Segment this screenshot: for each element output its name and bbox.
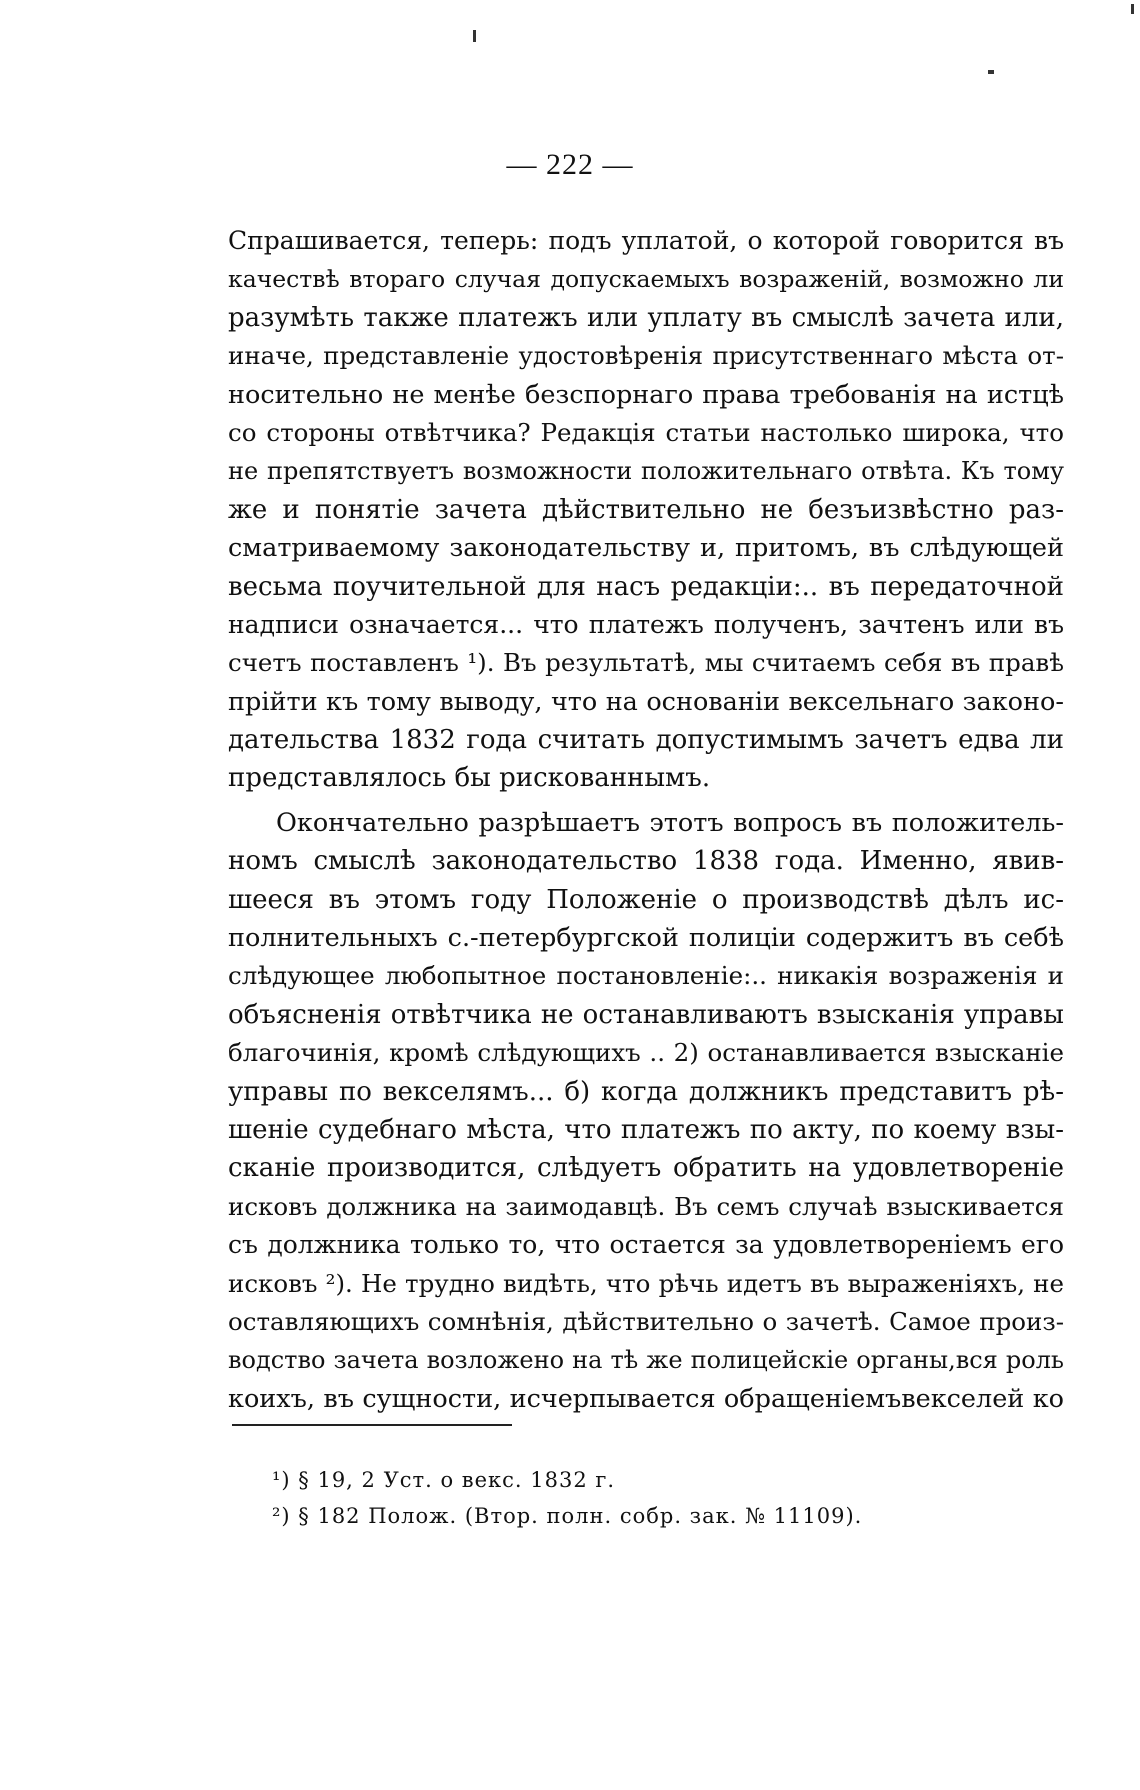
margin-speck: [988, 70, 994, 74]
footnote-2: ²) § 182 Полож. (Втор. полн. собр. зак. № 11109).: [272, 1504, 863, 1528]
paragraph-2: [228, 804, 1064, 1418]
text-line: управы по векселямъ... б) когда должникъ представитъ рѣ-: [228, 1076, 1064, 1107]
text-line: весьма поучительной для насъ редакціи:.. въ передаточной: [228, 571, 1064, 602]
text-line: надписи означается... что платежъ полученъ, зачтенъ или въ: [228, 609, 1064, 639]
text-line: шеніе судебнаго мѣста, что платежъ по акту, по коему взы-: [228, 1114, 1064, 1145]
text-line: Окончательно разрѣшаетъ этотъ вопросъ въ положитель-: [276, 807, 1064, 838]
text-line: прійти къ тому выводу, что на основаніи вексельнаго законо-: [228, 686, 1064, 717]
text-line: номъ смыслѣ законодательство 1838 года. Именно, явив-: [228, 846, 1064, 877]
footnote-1: ¹) § 19, 2 Уст. о векс. 1832 г.: [272, 1468, 616, 1492]
text-line: исковъ должника на заимодавцѣ. Въ семъ случаѣ взыскивается: [228, 1191, 1064, 1221]
text-line: сматриваемому законодательству и, притомъ, въ слѣдующей: [228, 533, 1064, 564]
text-line: съ должника только то, что остается за удовлетвореніемъ его: [228, 1230, 1064, 1260]
text-line: благочинія, кромѣ слѣдующихъ .. 2) останавливается взысканіе: [228, 1038, 1064, 1068]
text-line: полнительныхъ с.-петербургской полиціи содержитъ въ себѣ: [228, 923, 1064, 954]
text-line: со стороны отвѣтчика? Редакція статьи настолько широка, что: [228, 417, 1064, 447]
body-text: [228, 222, 1064, 1418]
text-line: качествѣ втораго случая допускаемыхъ возраженій, возможно ли: [228, 265, 1064, 294]
text-line: шееся въ этомъ году Положеніе о производствѣ дѣлъ ис-: [228, 884, 1064, 915]
text-line: счетъ поставленъ ¹). Въ результатѣ, мы считаемъ себя въ правѣ: [228, 648, 1064, 678]
text-line: объясненія отвѣтчика не останавливаютъ взысканія управы: [228, 999, 1064, 1030]
text-line: не препятствуетъ возможности положительнаго отвѣта. Къ тому: [228, 457, 1064, 486]
text-line: иначе, представленіе удостовѣренія присутственнаго мѣста от-: [228, 341, 1064, 371]
paragraph-1: [228, 222, 1064, 798]
text-line: носительно не менѣе безспорнаго права требованія на истцѣ: [228, 379, 1064, 410]
text-line: водство зачета возложено на тѣ же полицейскіе органы,вся роль: [228, 1346, 1064, 1375]
text-line: слѣдующее любопытное постановленіе:.. никакія возраженія и: [228, 961, 1064, 991]
text-line: коихъ, въ сущности, исчерпывается обращеніемъвекселей ко: [228, 1383, 1064, 1414]
page-number: — 222 —: [506, 148, 634, 181]
text-line: представлялось бы рискованнымъ.: [228, 763, 711, 794]
text-line: Спрашивается, теперь: подъ уплатой, о которой говорится въ: [228, 226, 1064, 255]
margin-speck: [473, 30, 476, 42]
footnote-separator: [232, 1424, 512, 1426]
text-line: исковъ ²). Не трудно видѣть, что рѣчь идетъ въ выраженіяхъ, не: [228, 1268, 1064, 1298]
text-line: разумѣть также платежъ или уплату въ смыслѣ зачета или,: [228, 302, 1064, 333]
text-line: оставляющихъ сомнѣнія, дѣйствительно о зачетѣ. Самое произ-: [228, 1306, 1064, 1336]
footnotes: [272, 1462, 992, 1534]
margin-speck: [1131, 4, 1134, 14]
text-line: сканіе производится, слѣдуетъ обратить на удовлетвореніе: [228, 1153, 1064, 1184]
text-line: дательства 1832 года считать допустимымъ зачетъ едва ли: [228, 725, 1064, 756]
text-line: же и понятіе зачета дѣйствительно не безъизвѣстно раз-: [228, 494, 1064, 525]
